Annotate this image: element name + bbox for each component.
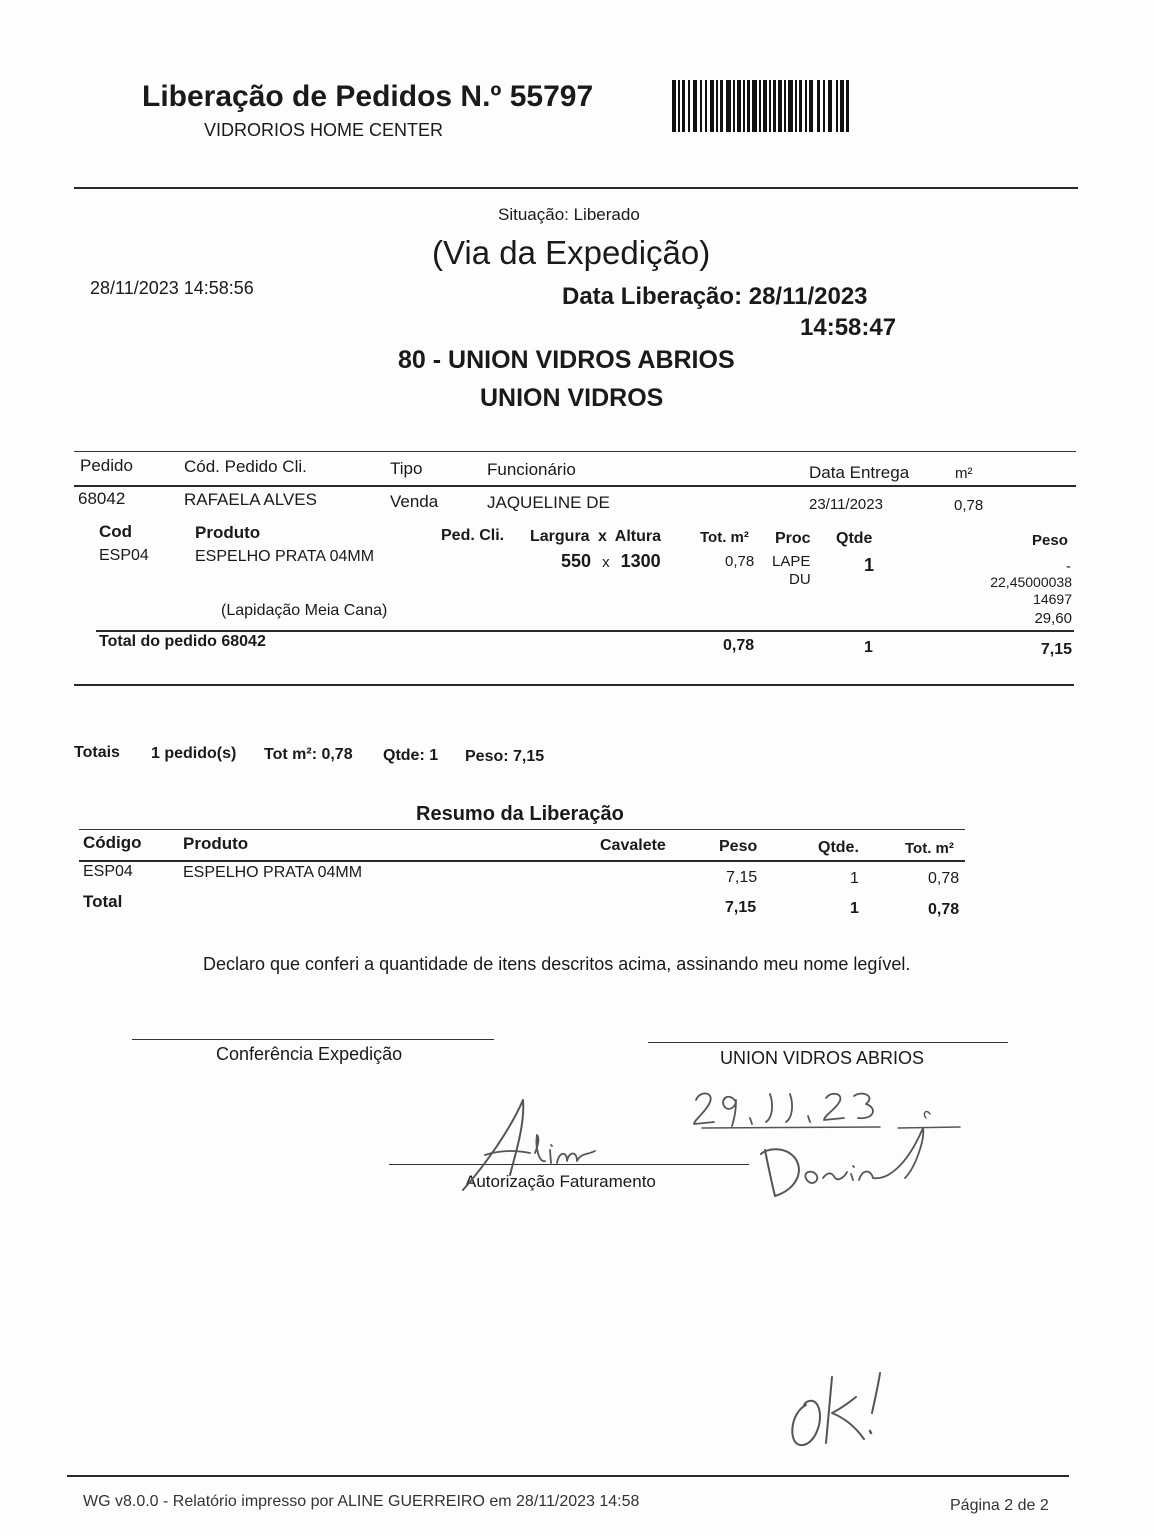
summary-total-peso: 7,15 [725,899,757,916]
row-funcionario: JAQUELINE DE [487,493,610,512]
altura-label: Altura [614,528,662,545]
client-line-2: UNION VIDROS [480,384,664,412]
summary-row-produto: ESPELHO PRATA 04MM [183,864,363,881]
summary-total-tot-m2: 0,78 [928,901,960,918]
totals-label: Totais [74,744,120,761]
item-peso-dash: - [1066,558,1071,575]
signature-line-right [648,1042,1008,1043]
col-pedido-header: Pedido [80,456,133,475]
item-qtde: 1 [864,555,875,575]
summary-produto-header: Produto [183,834,249,853]
handwritten-ok [780,1365,910,1455]
totals-qtde: Qtde: 1 [383,747,439,764]
signature-line-left [132,1039,494,1040]
footer-page-number: Página 2 de 2 [950,1497,1049,1514]
summary-row-codigo: ESP04 [83,863,133,880]
summary-total-qtde: 1 [850,900,859,917]
summary-top-line [79,829,965,830]
item-ped-cli-header: Ped. Cli. [441,527,505,544]
item-produto: ESPELHO PRATA 04MM [195,548,375,565]
handwritten-signature-aline [455,1095,615,1195]
times-label: x [598,528,607,545]
item-peso-line-2: 14697 [1033,591,1072,607]
col-data-entrega-header: Data Entrega [809,463,910,482]
order-total-label: Total do pedido 68042 [99,633,266,650]
printed-datetime: 28/11/2023 14:58:56 [90,278,254,298]
release-label: Data Liberação: [562,283,743,310]
item-dimensions [561,551,661,572]
item-note: (Lapidação Meia Cana) [221,602,388,619]
barcode-image [672,80,850,132]
client-line-1: 80 - UNION VIDROS ABRIOS [398,346,735,374]
row-data-entrega: 23/11/2023 [809,496,883,513]
header-divider [74,187,1078,189]
release-date: 28/11/2023 [748,283,868,310]
order-table-bottom-line [74,684,1074,686]
item-cod-header: Cod [99,522,133,541]
col-cod-pedido-cli-header: Cód. Pedido Cli. [184,457,307,476]
order-header-divider [74,485,1076,487]
order-total-peso: 7,15 [1040,641,1072,658]
order-total-qtde: 1 [864,639,873,656]
row-pedido: 68042 [78,489,126,508]
summary-tot-m2-header: Tot. m² [905,840,954,857]
largura-label: Largura [530,528,590,545]
col-funcionario-header: Funcionário [487,460,576,479]
summary-header-divider [79,860,965,862]
row-tipo: Venda [390,492,439,511]
item-peso-line-3: 29,60 [1034,610,1072,627]
item-peso-header: Peso [1032,532,1068,549]
release-time: 14:58:47 [800,314,897,341]
summary-total-label: Total [83,892,123,911]
item-proc-line-2: DU [789,571,811,588]
handwritten-signature-daniel [755,1120,930,1205]
summary-cavalete-header: Cavalete [600,837,666,854]
order-total-tot-m2: 0,78 [723,637,755,654]
col-m2-header: m² [955,465,973,482]
signature-center-label: Autorização Faturamento [465,1172,656,1191]
item-cod: ESP04 [99,547,149,564]
declaration-text: Declaro que conferi a quantidade de itens descritos acima, assinando meu nome legível. [203,954,911,974]
row-cod-pedido-cli: RAFAELA ALVES [184,490,317,509]
col-tipo-header: Tipo [390,459,423,478]
footer-printed-by: WG v8.0.0 - Relatório impresso por ALINE GUERREIRO em 28/11/2023 14:58 [83,1493,640,1510]
order-table-top-line [74,451,1076,452]
item-tot-m2-header: Tot. m² [700,529,749,546]
summary-qtde-header: Qtde. [818,839,859,856]
item-proc-header: Proc [775,530,811,547]
summary-row-peso: 7,15 [726,869,758,886]
item-total-divider [96,630,1074,632]
document-title: Liberação de Pedidos N.º 55797 [142,80,594,113]
signature-left-label: Conferência Expedição [216,1044,403,1064]
footer-divider [67,1475,1069,1477]
item-times: x [602,554,610,571]
item-peso-line-1: 22,45000038 [990,574,1072,590]
summary-codigo-header: Código [83,833,142,852]
item-proc-line-1: LAPE [772,553,811,570]
item-produto-header: Produto [195,523,261,542]
totals-peso: Peso: 7,15 [465,748,545,765]
status-text: Situação: Liberado [498,205,640,224]
item-tot-m2: 0,78 [725,553,755,570]
via-label: (Via da Expedição) [432,234,711,271]
summary-row-tot-m2: 0,78 [928,870,960,887]
row-m2: 0,78 [954,497,984,514]
item-largura: 550 [561,551,592,571]
release-date-line [562,283,868,311]
item-altura: 1300 [620,551,661,571]
item-largura-header [530,528,661,546]
summary-title: Resumo da Liberação [416,803,624,825]
summary-row-qtde: 1 [850,870,859,887]
signature-right-label: UNION VIDROS ABRIOS [720,1048,925,1068]
totals-pedidos: 1 pedido(s) [151,745,237,762]
summary-peso-header: Peso [719,838,758,855]
totals-tot-m2: Tot m²: 0,78 [264,746,353,763]
item-qtde-header: Qtde [836,530,873,547]
company-name: VIDRORIOS HOME CENTER [204,120,444,140]
